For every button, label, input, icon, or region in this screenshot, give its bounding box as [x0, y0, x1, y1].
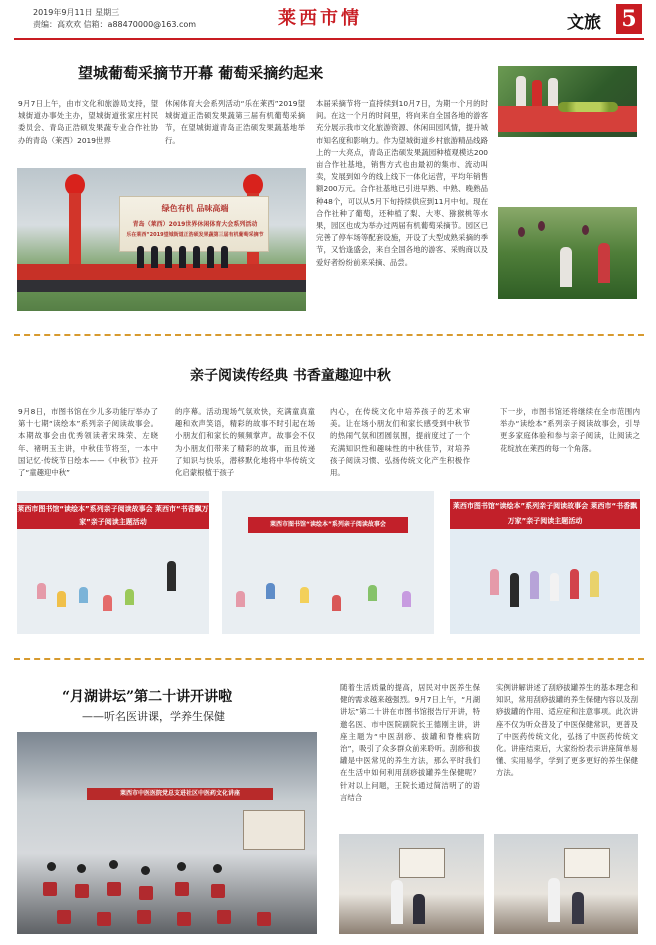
lecture-banner: 莱西市中医医院党总支进社区中医药文化讲座 — [87, 788, 273, 800]
audience-chair — [57, 910, 71, 924]
audience-chair — [211, 884, 225, 898]
stage-backdrop — [119, 196, 269, 252]
child-figure — [79, 587, 88, 603]
picker-figure — [560, 247, 572, 287]
vineyard-picking-photo — [498, 207, 637, 299]
audience-chair — [43, 882, 57, 896]
grape-bunch — [518, 227, 525, 237]
article1-col3: 本届采摘节将一直持续到10月7日，为期一个月的时间。在这一个月的时间里，将向来自全国各地的游客充分展示我市文化旅游资源、休闲田园风情，提升城市知名度和影响力。作为望城街道乡村旅游精品线路上的一大亮点，青岛正浩硕发果蔬园种植观模达200亩合作社基地，销售方式也由最初的集市、流动叫卖，发展到如今的线上线下一体化运营，平均年销售额200万元。合作社基地已引进早熟、中熟、晚熟品种48个，可以从5月下旬持续供应到11月中旬。现在合作社种了葡萄，还种植了梨、大枣、猕猴桃等水果，园区也成为举办过两届有机葡萄采摘节。园区已完善了停车场等配套设施，开设了大型成熟采摘的季节，又恰逢盛会，来自全国各地的游客、采购商以及爱好者纷纷前来采摘、品尝。 — [316, 99, 488, 267]
patient-figure — [413, 894, 425, 924]
grape-display — [558, 102, 618, 112]
article2-col1: 9月8日，市图书馆在少儿多功能厅举办了第十七期“读绘本”系列亲子阅读故事会。本期故事会由优秀领读者宋珠荣、左晓年、褚明玉主讲，中秋佳节将至，一本中国记忆·传统节日绘本——《中秋节》拉开了“童趣迎中秋” — [18, 407, 158, 478]
child-figure — [167, 561, 176, 591]
article2-col3: 内心，在传统文化中培养孩子的艺术审美。让在场小朋友们和家长感受到中秋节的热闹气氛和团圆氛围，提前度过了一个充满知识性和趣味性的中秋佳节，对培养孩子阅读习惯、弘扬传统文化产生积极作用。 — [330, 407, 470, 478]
audience-row — [17, 280, 306, 292]
audience-chair — [177, 912, 191, 926]
speaker-figure — [221, 246, 228, 268]
child-figure — [510, 573, 519, 607]
backdrop-line: 绿色有机 品味高端 — [161, 204, 229, 213]
article3-headline: “月湖讲坛”第二十讲开讲啦 — [62, 689, 233, 705]
grape-bunch — [582, 225, 589, 235]
child-figure — [402, 591, 411, 607]
doctor-figure — [391, 880, 403, 924]
lecture-hall-photo — [17, 732, 317, 934]
audience-head — [177, 862, 186, 871]
speaker-figure — [193, 246, 200, 268]
reading-photo-3 — [450, 491, 640, 634]
speaker-figure — [151, 246, 158, 268]
header-rule — [14, 38, 644, 40]
doctor-figure — [548, 878, 560, 922]
audience-chair — [217, 910, 231, 924]
child-figure — [590, 571, 599, 597]
picker-figure — [598, 243, 610, 283]
speaker-figure — [137, 246, 144, 268]
article2-col4: 下一步，市图书馆还将继续在全市范围内举办“读绘本”系列亲子阅读故事会，引导更多家庭体验和参与亲子阅读，让阅读之花绽放在莱西的每一个角落。 — [500, 407, 640, 453]
demo-photo-1 — [339, 834, 484, 934]
audience-head — [141, 866, 150, 875]
article1-col1: 9月7日上午，由市文化和旅游局支持，望城街道办事处主办，望城街道张家庄村民委员会、青岛正浩硕发果蔬专业合作社协办的青岛（莱西）2019世界 — [18, 99, 158, 145]
child-figure — [266, 583, 275, 599]
patient-figure — [572, 892, 584, 924]
child-figure — [236, 591, 245, 607]
grape-tasting-photo — [498, 66, 637, 137]
child-figure — [530, 571, 539, 599]
child-figure — [57, 591, 66, 607]
child-figure — [490, 569, 499, 595]
event-banner: 莱西市图书馆“读绘本”系列亲子阅读故事会 莱西市“书香飘万家”亲子阅读主题活动 — [450, 499, 640, 529]
event-banner: 莱西市图书馆“读绘本”系列亲子阅读故事会 — [248, 517, 408, 533]
article2-col2: 的序幕。活动现场气氛欢快，充满童真童趣和欢声笑语，精彩的故事不时引起在场小朋友们和家长的频频掌声。故事会不仅为小朋友们带来了精彩的故事，而且传递了知识与快乐，潜移默化地将中华传统文化启蒙根植于孩子 — [175, 407, 315, 478]
article3-col1: 随着生活质量的提高，居民对中医养生保健的需求越来越强烈。9月7日上午，“月湖讲坛”第二十讲在市图书馆报告厅开讲，特邀名医、市中医院副院长王德刚主讲，讲座主题为“中医刮痧、拔罐和脊椎病防治”，吸引了众多群众前来聆听。刮痧和拔罐是中医常见的养生方法，那么平时我们在生活中如何利用刮痧拔罐养生保健呢？针对以上问题，王院长通过简洁明了的语言结合 — [340, 683, 480, 802]
article1-col2: 休闲体育大会系列活动“乐在莱西”2019望城街道正浩硕发果蔬第三届有机葡萄采摘节，在望城街道青岛正浩硕发果蔬基地举行。 — [165, 99, 305, 145]
article3-col2: 实例讲解讲述了刮痧拔罐养生的基本理念和知识，常用刮痧拔罐的养生保健内容以及刮痧拔罐的作用、适应症和注意事项。此次讲座不仅为听众普及了中医保健常识，更普及了中医药传统文化，弘扬了中医药传统文化。讲座结束后，大家纷纷表示讲座简单易懂、实用易学，学到了更多更好的养生保健方法。 — [496, 683, 638, 778]
child-figure — [300, 587, 309, 603]
grape-festival-stage-photo — [17, 168, 306, 311]
projection-screen — [399, 848, 445, 878]
child-figure — [125, 589, 134, 605]
speaker-figure — [165, 246, 172, 268]
editor-info: 责编：高欢欢 信箱：a88470000@163.com — [33, 20, 197, 29]
page-header — [0, 0, 656, 40]
audience-head — [47, 862, 56, 871]
page-number: 5 — [616, 4, 642, 34]
audience-chair — [107, 882, 121, 896]
audience-head — [77, 864, 86, 873]
child-figure — [37, 583, 46, 599]
child-figure — [103, 595, 112, 611]
child-figure — [550, 573, 559, 601]
paper-logo: 莱西市情 — [278, 8, 362, 29]
reading-photo-1 — [17, 491, 209, 634]
projection-screen — [564, 848, 610, 878]
audience-chair — [139, 886, 153, 900]
child-figure — [368, 585, 377, 601]
backdrop-line: 乐在莱西“2019望城街道正浩硕发果蔬第三届有机葡萄采摘节 — [126, 232, 264, 238]
audience-head — [213, 864, 222, 873]
audience-chair — [75, 884, 89, 898]
section-divider — [14, 334, 644, 336]
grape-bunch — [538, 221, 545, 231]
audience-chair — [257, 912, 271, 926]
article1-headline: 望城葡萄采摘节开幕 葡萄采摘约起来 — [78, 64, 324, 82]
audience-chair — [137, 910, 151, 924]
article2-headline: 亲子阅读传经典 书香童趣迎中秋 — [190, 368, 391, 384]
issue-date: 2019年9月11日 星期三 — [33, 8, 120, 17]
demo-photo-2 — [494, 834, 638, 934]
audience-chair — [175, 882, 189, 896]
child-figure — [332, 595, 341, 611]
vertical-banner-left — [69, 193, 81, 273]
speaker-figure — [207, 246, 214, 268]
audience-chair — [97, 912, 111, 926]
visitor-figure — [516, 76, 526, 108]
event-banner: 莱西市图书馆“读绘本”系列亲子阅读故事会 莱西市“书香飘万家”亲子阅读主题活动 — [17, 503, 209, 529]
backdrop-line: 青岛（莱西）2019世界休闲体育大会系列活动 — [132, 221, 258, 228]
audience-head — [109, 860, 118, 869]
projection-screen — [243, 810, 305, 850]
article3-subheadline: ——听名医讲课，学养生保健 — [82, 710, 225, 723]
speaker-figure — [179, 246, 186, 268]
section-divider — [14, 658, 644, 660]
section-title: 文旅 — [567, 13, 601, 33]
reading-photo-2 — [222, 491, 434, 634]
child-figure — [570, 569, 579, 599]
